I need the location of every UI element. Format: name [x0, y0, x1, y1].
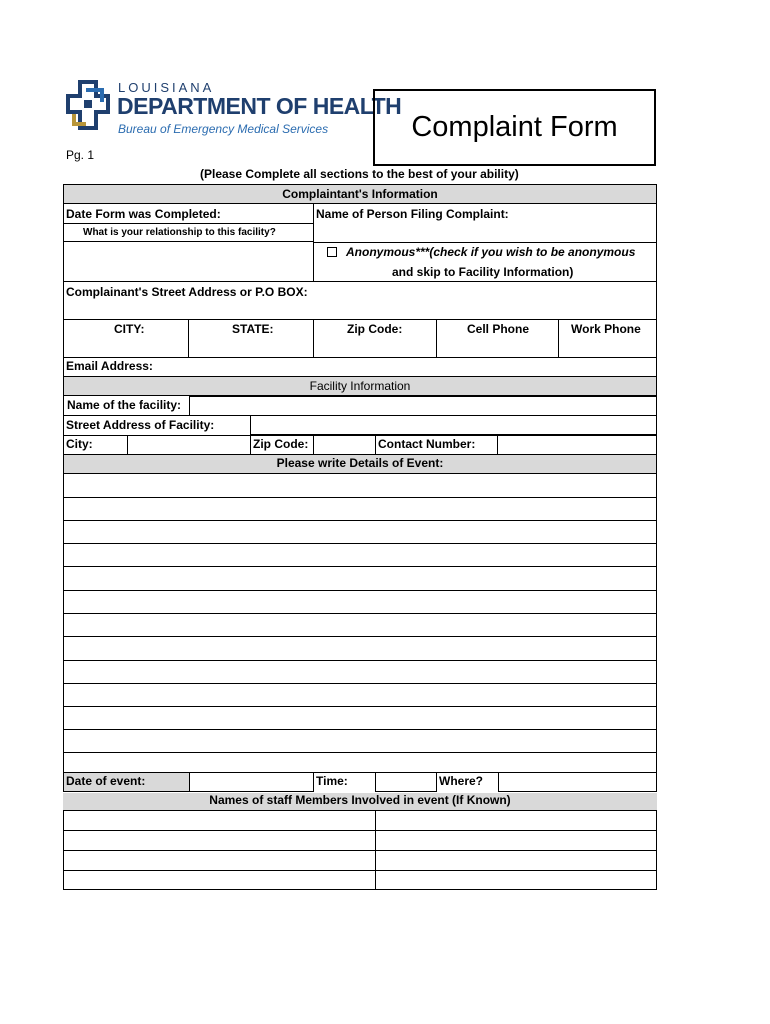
facility-street-label: Street Address of Facility: — [66, 418, 215, 432]
facility-street-field[interactable] — [250, 415, 657, 435]
name-filing-label: Name of Person Filing Complaint: — [316, 207, 509, 221]
page-number: Pg. 1 — [66, 148, 95, 162]
facility-header — [63, 376, 657, 396]
event-where-field[interactable] — [498, 772, 657, 792]
staff-header — [63, 793, 657, 810]
relationship-label: What is your relationship to this facility? — [83, 227, 276, 238]
event-details-area[interactable] — [63, 473, 657, 773]
email-label: Email Address: — [66, 359, 153, 373]
instruction-text: (Please Complete all sections to the best of your ability) — [200, 167, 519, 181]
event-where-label: Where? — [439, 774, 484, 788]
street-address-label: Complainant's Street Address or P.O BOX: — [66, 285, 308, 299]
complainant-header — [64, 185, 656, 203]
event-header-text: Please write Details of Event: — [276, 456, 444, 470]
event-date-field[interactable] — [189, 772, 314, 792]
event-time-field[interactable] — [375, 772, 437, 792]
facility-zip-label: Zip Code: — [253, 437, 309, 451]
logo-bureau: Bureau of Emergency Medical Services — [118, 122, 329, 136]
facility-contact-field[interactable] — [497, 435, 657, 455]
anonymous-label-line2: and skip to Facility Information) — [392, 265, 574, 279]
facility-zip-field[interactable] — [313, 435, 376, 455]
event-date-label: Date of event: — [66, 774, 146, 788]
state-label: STATE: — [232, 322, 274, 336]
event-header — [63, 454, 657, 474]
form-title: Complaint Form — [411, 111, 618, 143]
city-label: CITY: — [114, 322, 145, 336]
facility-header-text: Facility Information — [309, 379, 411, 393]
facility-city-field[interactable] — [127, 435, 251, 455]
cell-phone-label: Cell Phone — [467, 322, 530, 336]
facility-name-field[interactable] — [189, 396, 657, 416]
staff-header-text: Names of staff Members Involved in event (If Known) — [209, 793, 511, 807]
complainant-header-text: Complaintant's Information — [282, 187, 438, 201]
event-time-label: Time: — [316, 774, 348, 788]
facility-name-label: Name of the facility: — [67, 398, 182, 412]
facility-city-label: City: — [66, 437, 93, 451]
facility-contact-label: Contact Number: — [378, 437, 476, 451]
date-completed-label: Date Form was Completed: — [66, 207, 221, 221]
anonymous-checkbox[interactable] — [327, 247, 337, 257]
form-title-box — [373, 89, 656, 166]
anonymous-label-line1: Anonymous***(check if you wish to be anonymous — [346, 245, 636, 259]
logo-department: DEPARTMENT OF HEALTH — [117, 93, 402, 119]
logo-state: LOUISIANA — [118, 80, 215, 95]
cross-logo-icon — [66, 80, 110, 132]
work-phone-label: Work Phone — [571, 322, 641, 336]
zip-label: Zip Code: — [347, 322, 403, 336]
ldh-logo — [66, 80, 402, 136]
